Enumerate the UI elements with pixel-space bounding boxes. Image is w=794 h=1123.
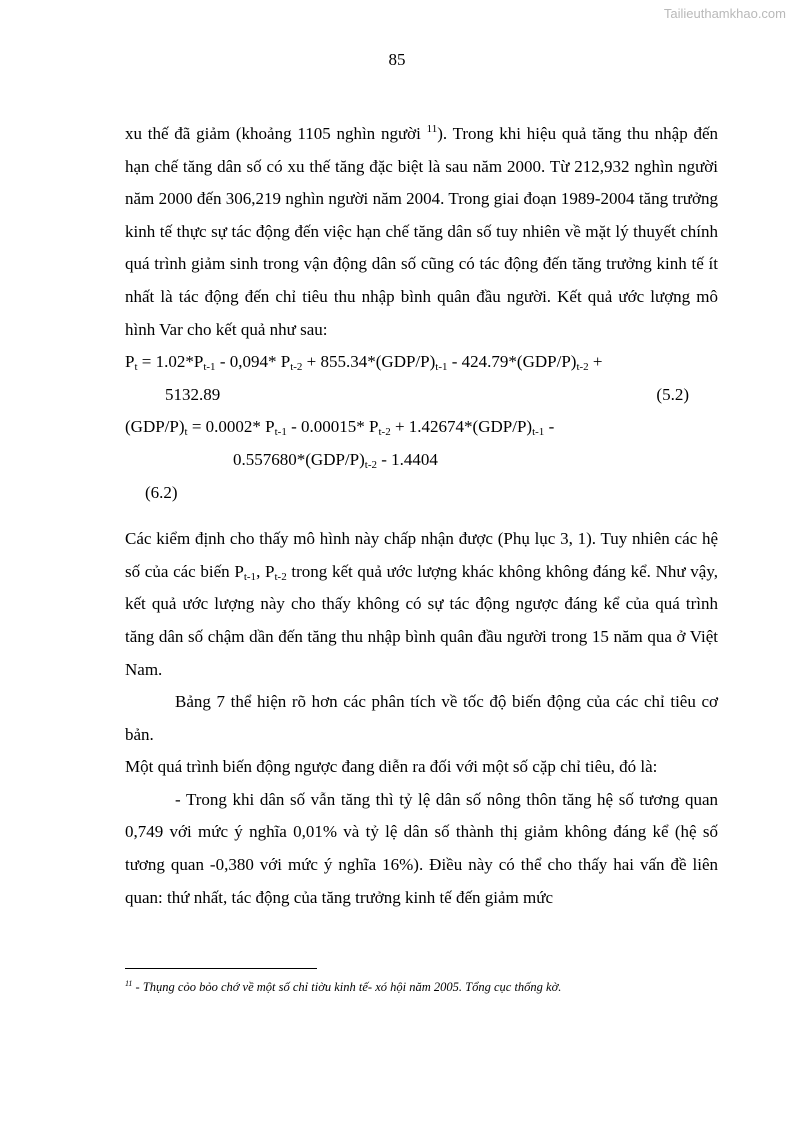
paragraph-intro-text-a: xu thế đã giảm (khoảng 1105 nghìn người xyxy=(125,124,427,143)
equation-6-2-line-2: $0.557680*(GDP/P)_{t-2} - 1.4404$ xyxy=(233,449,438,471)
equation-5-2-line-1: $P_t = 1.02*P_{t-1} - 0,094*$ $P_{t-2} + 855.34*(GDP/P)_{t-1} - 424.79*(GDP/P)_{t-2}$ + xyxy=(125,352,603,374)
equation-5-2-line-2 xyxy=(125,379,718,412)
footnote-reference[interactable]: 11 xyxy=(426,123,438,135)
footnote-text: - Thụng cỏo bỏo chớ về một số chỉ tiờu kinh tế- xó hội năm 2005. Tổng cục thống kờ. xyxy=(132,980,562,994)
watermark: Tailieuthamkhao.com xyxy=(663,6,786,21)
paragraph-tests: Các kiểm định cho thấy mô hình này chấp nhận được (Phụ lục 3, 1). Tuy nhiên các hệ số của các biến $P_{t-1}$, $P_{t-2}$ trong kết quả ước lượng khác không không đáng kể. Như vậy, kết quả ước lượng này cho thấy không có sự tác động ngược đáng kể của quá trình tăng dân số chậm dần đến tăng thu nhập bình quân đầu người trong 15 năm qua ở Việt Nam. xyxy=(125,529,718,679)
paragraph-intro xyxy=(125,118,718,346)
footnote-number: 11 xyxy=(125,979,133,988)
spacer xyxy=(125,509,718,523)
body-text xyxy=(125,118,718,914)
equation-6-2-line-1: $(GDP/P)_t = 0.0002*$ $P_{t-1} - 0.00015*$ $P_{t-2} + 1.42674*(GDP/P)_{t-1}$ - xyxy=(125,417,555,439)
equation-5-2-constant: 5132.89 xyxy=(165,384,221,404)
paragraph-intro-text-b: ). Trong khi hiệu quả tăng thu nhập đến hạn chế tăng dân số có xu thế tăng đặc biệt là sau năm 2000. Từ 212,932 nghìn người năm 2000 đến 306,219 nghìn người năm 2004. Trong giai đoạn 1989-2004 tăng trưởng kinh tế thực sự tác động đến việc hạn chế tăng dân số tuy nhiên về mặt lý thuyết chính quá trình giảm sinh trong vận động dân số cũng có tác động đến tăng trưởng kinh tế ít nhất là tác động đến chỉ tiêu thu nhập bình quân đầu người. Kết quả ước lượng mô hình Var cho kết quả như sau: xyxy=(125,124,719,339)
equation-number-6-2: (6.2) xyxy=(145,482,178,502)
paragraph-table-7: Bảng 7 thể hiện rõ hơn các phân tích về tốc độ biến động của các chỉ tiêu cơ bản. xyxy=(125,692,718,744)
paragraph-reverse-process: Một quá trình biến động ngược đang diễn ra đối với một số cặp chỉ tiêu, đó là: xyxy=(125,757,658,777)
footnote-divider xyxy=(125,968,317,969)
page-number: 85 xyxy=(388,50,406,69)
footnote xyxy=(125,980,725,995)
paragraph-population-trend: - Trong khi dân số vẫn tăng thì tỷ lệ dân số nông thôn tăng hệ số tương quan 0,749 với mức ý nghĩa 0,01% và tỷ lệ dân số thành thị giảm không đáng kể (hệ số tương quan -0,380 với mức ý nghĩa 16%). Điều này có thể cho thấy hai vấn đề liên quan: thứ nhất, tác động của tăng trưởng kinh tế đến giảm mức xyxy=(125,789,718,907)
equation-number-5-2: (5.2) xyxy=(656,384,689,404)
